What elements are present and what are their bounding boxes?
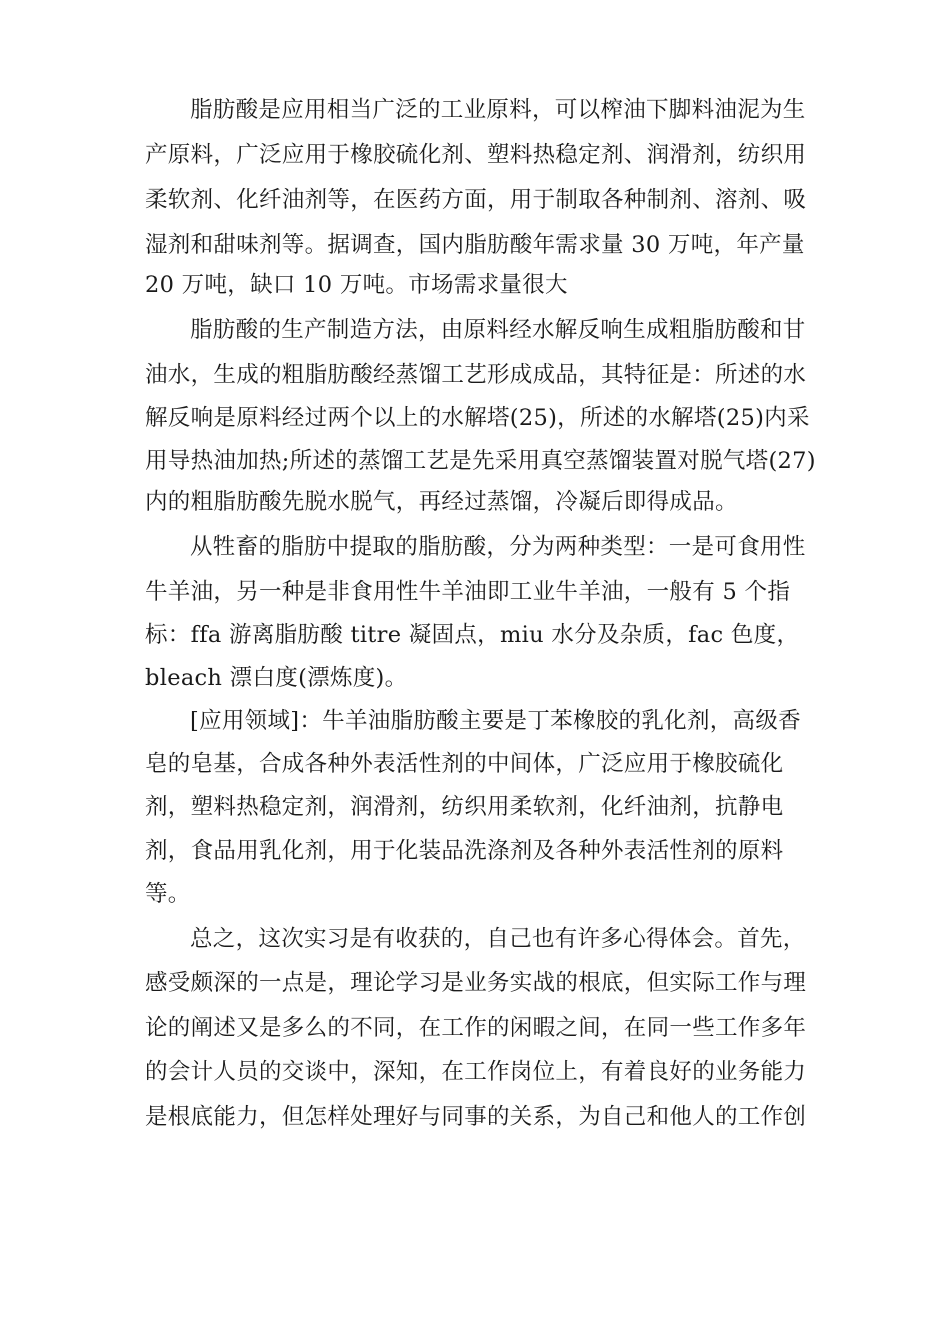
paragraph-2-line-5: 内的粗脂肪酸先脱水脱气，再经过蒸馏，冷凝后即得成品。 [145, 489, 738, 515]
paragraph-1-line-2: 产原料，广泛应用于橡胶硫化剂、塑料热稳定剂、润滑剂，纺织用 [145, 142, 807, 168]
paragraph-4-line-4: 剂，食品用乳化剂，用于化装品洗涤剂及各种外表活性剂的原料 [145, 838, 784, 864]
paragraph-2-line-1: 脂肪酸的生产制造方法，由原料经水解反响生成粗脂肪酸和甘 [190, 317, 806, 343]
paragraph-5-line-2: 感受颇深的一点是，理论学习是业务实战的根底，但实际工作与理 [145, 970, 807, 996]
paragraph-5-line-3: 论的阐述又是多么的不同，在工作的闲暇之间，在同一些工作多年 [145, 1015, 807, 1041]
paragraph-3-line-3: 标：ffa 游离脂肪酸 titre 凝固点，miu 水分及杂质，fac 色度， [145, 622, 800, 648]
paragraph-2-line-3: 解反响是原料经过两个以上的水解塔(25)，所述的水解塔(25)内采 [145, 405, 810, 431]
paragraph-1-line-3: 柔软剂、化纤油剂等，在医药方面，用于制取各种制剂、溶剂、吸 [145, 187, 807, 213]
paragraph-3-line-1: 从牲畜的脂肪中提取的脂肪酸，分为两种类型：一是可食用性 [190, 534, 806, 560]
paragraph-1-line-4: 湿剂和甜味剂等。据调查，国内脂肪酸年需求量 30 万吨，年产量 [145, 232, 805, 258]
paragraph-4-line-5: 等。 [145, 881, 191, 907]
paragraph-4-line-2: 皂的皂基，合成各种外表活性剂的中间体，广泛应用于橡胶硫化 [145, 751, 784, 777]
paragraph-3-line-2: 牛羊油，另一种是非食用性牛羊油即工业牛羊油，一般有 5 个指 [145, 579, 791, 605]
paragraph-2-line-4: 用导热油加热;所述的蒸馏工艺是先采用真空蒸馏装置对脱气塔(27) [145, 448, 816, 474]
paragraph-1-line-1: 脂肪酸是应用相当广泛的工业原料，可以榨油下脚料油泥为生 [190, 97, 806, 123]
paragraph-5-line-5: 是根底能力，但怎样处理好与同事的关系，为自己和他人的工作创 [145, 1104, 807, 1130]
paragraph-3-line-4: bleach 漂白度(漂炼度)。 [145, 665, 408, 691]
paragraph-1-line-5: 20 万吨，缺口 10 万吨。市场需求量很大 [145, 272, 568, 298]
paragraph-5-line-4: 的会计人员的交谈中，深知，在工作岗位上，有着良好的业务能力 [145, 1059, 807, 1085]
paragraph-5-line-1: 总之，这次实习是有收获的，自己也有许多心得体会。首先， [190, 926, 806, 952]
paragraph-2-line-2: 油水，生成的粗脂肪酸经蒸馏工艺形成成品，其特征是：所述的水 [145, 362, 807, 388]
paragraph-4-line-1: [应用领域]：牛羊油脂肪酸主要是丁苯橡胶的乳化剂，高级香 [190, 708, 801, 734]
paragraph-4-line-3: 剂，塑料热稳定剂，润滑剂，纺织用柔软剂，化纤油剂，抗静电 [145, 794, 784, 820]
